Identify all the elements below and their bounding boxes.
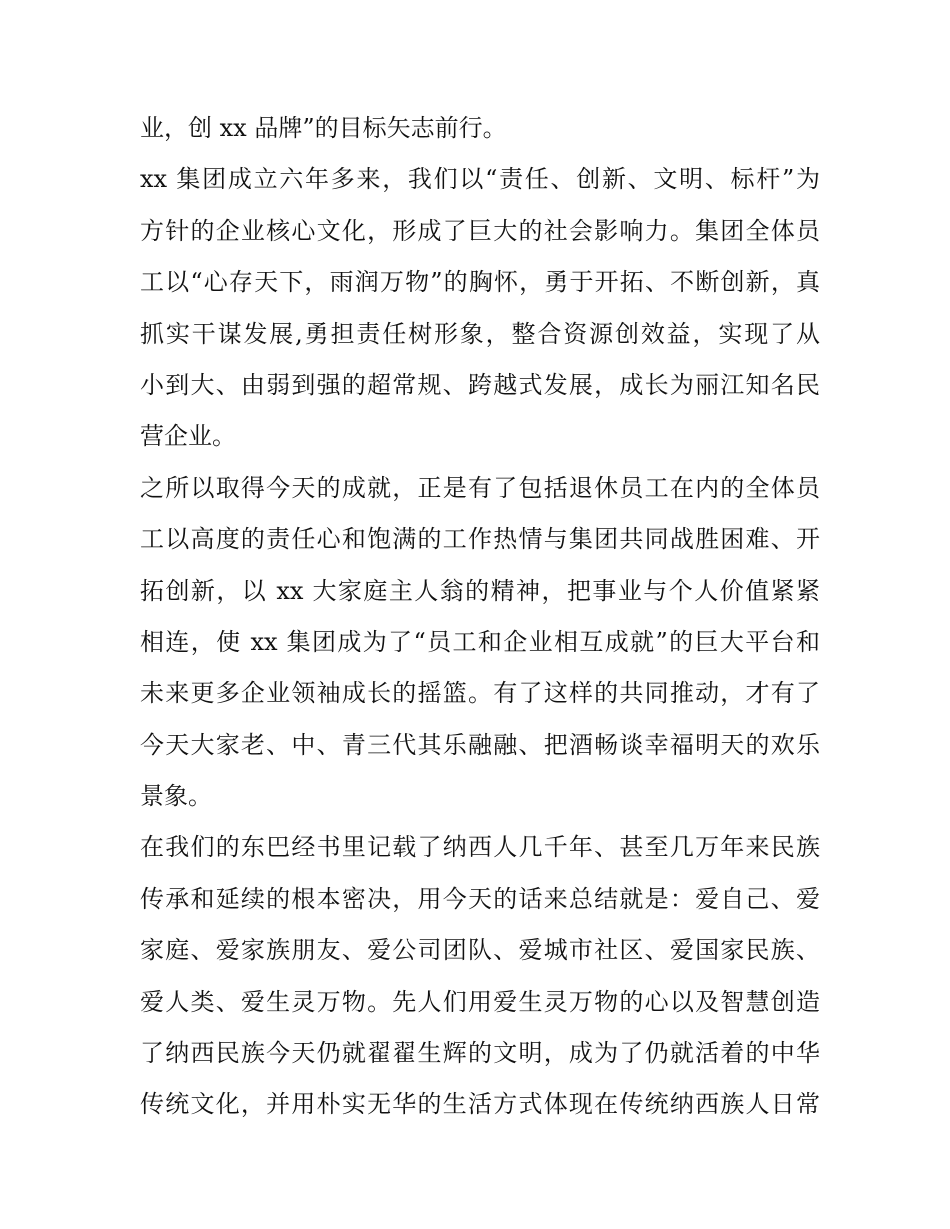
text-line: 在我们的东巴经书里记载了纳西人几千年、甚至几万年来民族 bbox=[140, 833, 820, 862]
text-line: 业，创 xx 品牌”的目标矢志前行。 bbox=[140, 114, 507, 142]
text-line: 拓创新，以 xx 大家庭主人翁的精神，把事业与个人价值紧紧 bbox=[140, 576, 820, 605]
text-line: 小到大、由弱到强的超常规、跨越式发展，成长为丽江知名民 bbox=[140, 370, 820, 399]
text-line: 营企业。 bbox=[140, 422, 236, 451]
text-line: 方针的企业核心文化，形成了巨大的社会影响力。集团全体员 bbox=[140, 216, 820, 245]
text-line: 传承和延续的根本密决，用今天的话来总结就是：爱自己、爱 bbox=[140, 884, 820, 913]
text-line: 家庭、爱家族朋友、爱公司团队、爱城市社区、爱国家民族、 bbox=[140, 936, 820, 965]
text-line: 未来更多企业领袖成长的摇篮。有了这样的共同推动，才有了 bbox=[140, 679, 820, 708]
text-line: 工以高度的责任心和饱满的工作热情与集团共同战胜困难、开 bbox=[140, 525, 820, 554]
body-text bbox=[140, 103, 820, 1131]
text-line: 抓实干谋发展,勇担责任树形象，整合资源创效益，实现了从 bbox=[140, 319, 820, 348]
text-line: 景象。 bbox=[140, 782, 212, 811]
text-line: 了纳西民族今天仍就翟翟生辉的文明，成为了仍就活着的中华 bbox=[140, 1039, 820, 1068]
text-line: 爱人类、爱生灵万物。先人们用爱生灵万物的心以及智慧创造 bbox=[140, 987, 820, 1016]
text-line: 工以“心存天下，雨润万物”的胸怀，勇于开拓、不断创新，真 bbox=[140, 268, 820, 297]
text-line: 之所以取得今天的成就，正是有了包括退休员工在内的全体员 bbox=[140, 473, 820, 502]
text-line: 传统文化，并用朴实无华的生活方式体现在传统纳西族人日常 bbox=[140, 1090, 820, 1119]
text-line: 相连，使 xx 集团成为了“员工和企业相互成就”的巨大平台和 bbox=[140, 627, 820, 656]
text-line: xx 集团成立六年多来，我们以“责任、创新、文明、标杆”为 bbox=[140, 165, 820, 194]
text-line: 今天大家老、中、青三代其乐融融、把酒畅谈幸福明天的欢乐 bbox=[140, 730, 820, 759]
